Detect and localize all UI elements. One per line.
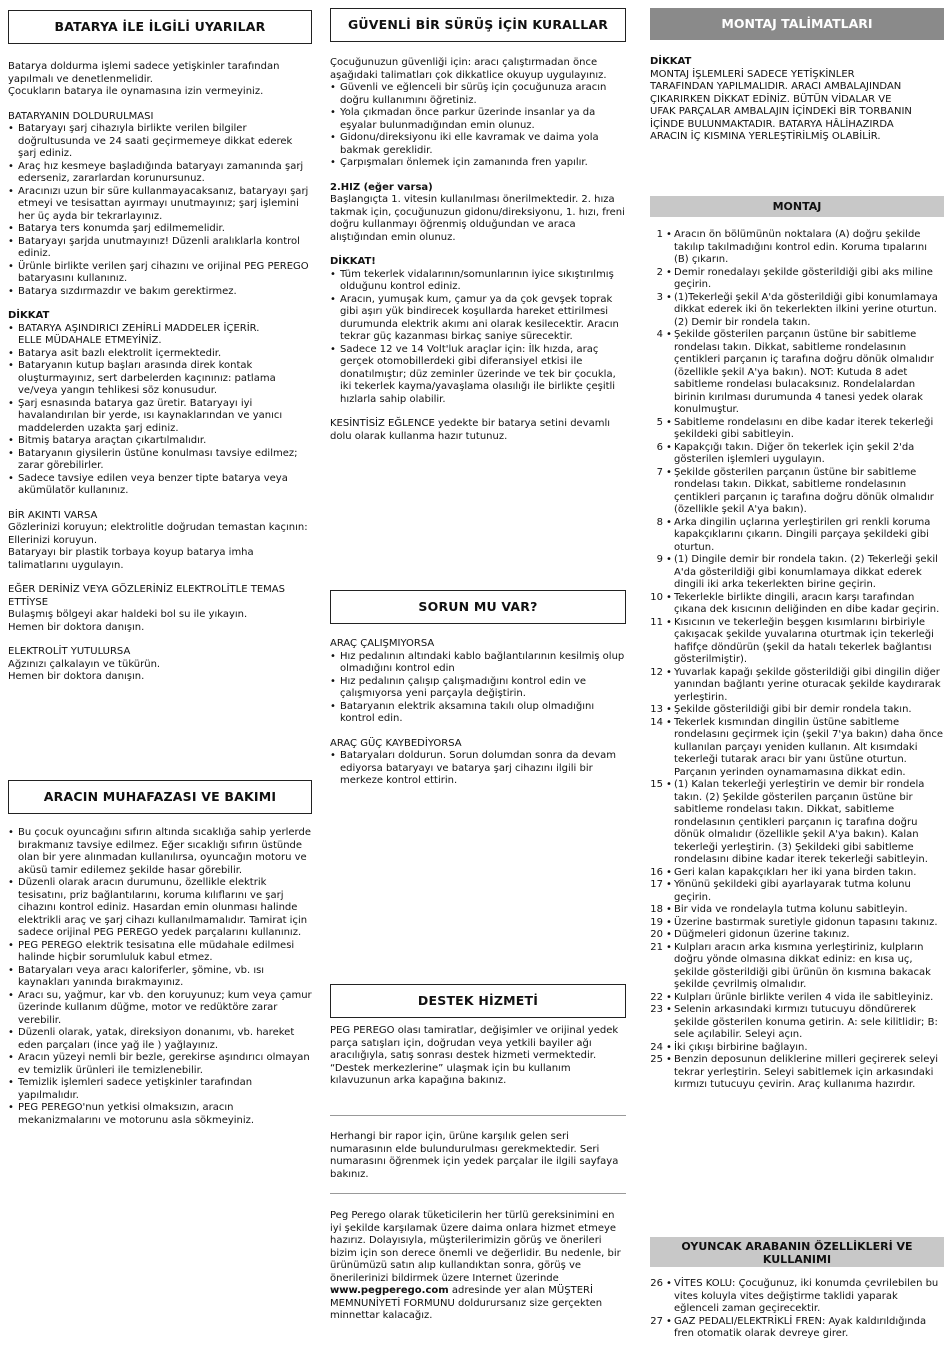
- battery-title: BATARYA İLE İLGİLİ UYARILAR: [8, 10, 312, 44]
- step-number: 15: [650, 779, 663, 790]
- list-item: • PEG PEREGO elektrik tesisatına elle müdahale edilmesi halinde hiçbir sorumluluk kabul etmez.: [8, 940, 312, 965]
- list-item: [650, 929, 944, 942]
- step-number: 12: [650, 666, 663, 678]
- list-item: • Bataryanın kutup başları arasında direk kontak oluşturmayınız, sert darbelerden kaçınınız: patlama ve/veya yangın tehlikesi söz konusudur.: [8, 360, 312, 398]
- bullet-icon: •: [666, 929, 672, 940]
- bullet-icon: •: [666, 866, 672, 878]
- assembly-warning-heading: DİKKAT: [650, 56, 692, 67]
- step-number: 5: [656, 416, 663, 428]
- step-text: Tekerlek kısmından dingilin üstüne sabitleme rondelasını geçirmek için (şekil 7'ya bakın) daha önce kullanılan parçayı yeniden kullanın. Alt kısımdaki tekerleği tutarak aracı bir yanı üstüne oturtun. Parçanın yerinden oynamamasına dikkat edin.: [674, 716, 943, 778]
- step-text: İki çıkışı birbirine bağlayın.: [674, 1041, 808, 1053]
- list-item: [650, 417, 944, 442]
- bullet-icon: •: [666, 516, 672, 528]
- bullet-icon: •: [666, 554, 672, 565]
- warning-text: ELLE MÜDAHALE ETMEYİNİZ.: [18, 335, 162, 346]
- charging-list: [8, 123, 312, 298]
- step-number: 4: [656, 329, 663, 340]
- assembly-warning: [650, 56, 944, 144]
- step-text: Şekilde gösterilen parçanın üstüne bir sabitleme rondelası takın. Dikkat, sabitleme rondelasının çentikleri parçanın iç tarafına doğru dönük olmalıdır (özellikle şekil A'ya bakın).: [674, 466, 934, 515]
- eye-heading: EĞER DERİNİZ VEYA GÖZLERİNİZ ELEKTROLİTLE TEMAS ETTİYSE: [8, 584, 285, 608]
- step-number: 17: [650, 879, 663, 890]
- driving-warning-list: [330, 269, 626, 407]
- warning-text: BATARYA AŞINDIRICI ZEHİRLİ MADDELER İÇERİR.: [18, 322, 260, 334]
- support-serial: [330, 1131, 626, 1181]
- trouble-title: SORUN MU VAR?: [330, 590, 626, 624]
- bullet-icon: •: [666, 229, 672, 240]
- step-number: 10: [650, 591, 663, 603]
- step-text: Yuvarlak kapağı şekilde gösterildiği gibi dingilin diğer yanından bağlantı yerine oturacak şekilde kaydırarak yerleştirin.: [674, 666, 941, 703]
- features-section: [650, 1278, 944, 1341]
- bullet-icon: •: [666, 779, 672, 790]
- bullet-icon: •: [666, 904, 672, 915]
- list-item: [650, 229, 944, 267]
- step-number: 23: [650, 1004, 663, 1015]
- bullet-icon: •: [666, 1041, 672, 1053]
- list-item: [650, 329, 944, 417]
- list-item: [650, 1004, 944, 1042]
- list-item: • Batarya sızdırmazdır ve bakım gerektirmez.: [8, 286, 312, 299]
- step-text: VİTES KOLU: Çocuğunuz, iki konumda çevrilebilen bu vites koluyla vites değiştirme taklidi yaparak eğlenceli zaman geçirecektir.: [674, 1278, 939, 1314]
- list-item: [650, 517, 944, 555]
- step-number: 9: [656, 554, 663, 565]
- list-item: [650, 267, 944, 292]
- list-item: • Çarpışmaları önlemek için zamanında fren yapılır.: [330, 157, 626, 170]
- bullet-icon: •: [666, 1004, 672, 1015]
- bullet-icon: •: [666, 666, 672, 678]
- step-number: 2: [656, 266, 663, 278]
- list-item: [650, 467, 944, 517]
- bullet-icon: •: [666, 1054, 672, 1065]
- step-number: 14: [650, 716, 663, 728]
- list-item: [650, 292, 944, 330]
- bullet-icon: •: [666, 991, 672, 1003]
- step-text: Arka dingilin uçlarına yerleştirilen gri renkli koruma kapakçıklarını çıkarın. Dingili parçaya şekildeki gibi oturtun.: [674, 516, 931, 553]
- list-item: • Ürünle birlikte verilen şarj cihazını ve orijinal PEG PEREGO bataryasını kullanınız.: [8, 261, 312, 286]
- assembly-steps: [650, 229, 944, 1092]
- divider: [330, 1193, 626, 1194]
- step-number: 26: [650, 1278, 663, 1289]
- step-text: Düğmeleri gidonun üzerine takınız.: [674, 929, 850, 940]
- steps-list: [650, 229, 944, 1092]
- charging-heading: BATARYANIN DOLDURULMASI: [8, 110, 154, 122]
- battery-intro-2: Çocukların batarya ile oynamasına izin vermeyiniz.: [8, 86, 264, 97]
- list-item: • Düzenli olarak aracın durumunu, özellikle elektrik tesisatını, priz bağlantılarını, koruma kılıflarını ve şarj cihazını kontrol ediniz. Hasardan emin olunması halinde elektrikli araç ve şarj cihazı kullanılmamalıdır. Tamirat için sadece orijinal PEG PEREGO yedek parçalarını kullanınız.: [8, 877, 312, 940]
- list-item: • Aracınızı uzun bir süre kullanmayacaksanız, bataryayı şarj etmeyi ve tesisattan ayırmayı unutmayınız; şarj işlemini her üç ayda bir tekrarlayınız.: [8, 186, 312, 224]
- list-item: • Bataryaları doldurun. Sorun dolumdan sonra da devam ediyorsa bataryayı ve batarya şarj cihazını ilgili bir merkeze kontrol ettirin.: [330, 750, 626, 788]
- list-item: • Hız pedalının çalışıp çalışmadığını kontrol edin ve çalışmıyorsa yeni parçayla değiştirin.: [330, 676, 626, 701]
- step-text: (1) Kalan tekerleği yerleştirin ve demir bir rondela takın. (2) Şekilde gösterilen parçanın üstüne bir sabitleme rondelası takın. Dikkat, sabitleme rondelasının çentikleri parçanın iç tarafına doğru dönük olmalıdır (özellikle şekil A'ya bakın). Kalan tekerleği yerleştirin. (3) Şekildeki gibi sabitleme rondelasını dibine kadar iterek tekerleği sabitleyin.: [674, 779, 928, 865]
- list-item: [650, 717, 944, 780]
- list-item: [650, 992, 944, 1005]
- website-link[interactable]: www.pegperego.com: [330, 1285, 449, 1296]
- montaj-subtitle: MONTAJ: [650, 196, 944, 217]
- list-item: • Bataryanın elektrik aksamına takılı olup olmadığını kontrol edin.: [330, 701, 626, 726]
- bullet-icon: •: [666, 1278, 672, 1289]
- bullet-icon: •: [666, 879, 672, 890]
- step-number: 1: [656, 229, 663, 240]
- step-number: 6: [656, 441, 663, 453]
- step-number: 22: [650, 991, 663, 1003]
- support-feedback: [330, 1210, 626, 1323]
- trouble-heading-1: ARAÇ ÇALIŞMIYORSA: [330, 638, 435, 649]
- bullet-icon: •: [666, 591, 672, 603]
- list-item: • Aracın yüzeyi nemli bir bezle, gerekirse aşındırıcı olmayan ev temizlik ürünleri ile temizlenebilir.: [8, 1052, 312, 1077]
- step-text: Geri kalan kapakçıkları her iki yana birden takın.: [674, 866, 917, 878]
- leak-heading: BİR AKINTI VARSA: [8, 509, 98, 521]
- bullet-icon: •: [666, 329, 672, 340]
- list-item: • Güvenli ve eğlenceli bir sürüş için çocuğunuza aracın doğru kullanımını öğretiniz.: [330, 82, 626, 107]
- step-number: 11: [650, 616, 663, 628]
- support-text-1: PEG PEREGO olası tamiratlar, değişimler ve orijinal yedek parça satışları için, doğrudan veya yetkili bayiler ağı aracılığıyla, satış sonrası destek hizmeti vermektedir.: [330, 1025, 619, 1061]
- assembly-title: MONTAJ TALİMATLARI: [650, 8, 944, 40]
- step-text: (1)Tekerleği şekil A'da gösterildiği gibi konumlamaya dikkat ederek iki ön tekerlekten ilkini yerine oturtun. (2) Demir bir rondela takın.: [674, 291, 938, 328]
- step-text: Kapakçığı takın. Diğer ön tekerlek için şekil 2'da gösterilen işlemleri uygulayın.: [674, 441, 915, 465]
- step-text: Şekilde gösterildiği gibi bir demir rondela takın.: [674, 704, 912, 715]
- list-item: • Gidonu/direksiyonu iki elle kavramak ve daima yola bakmak gereklidir.: [330, 132, 626, 157]
- support-section: [330, 1025, 626, 1088]
- support-title: DESTEK HİZMETİ: [330, 984, 626, 1018]
- list-item: [650, 904, 944, 917]
- support-text-4a: Peg Perego olarak tüketicilerin her türlü gereksinimini en iyi şekilde karşılamak üzere daima onlara hizmet etmeye hazırız. Dolayısıyla, müşterilerimizin görüş ve önerileri bizim için son derece önemli ve değerlidir. Bu nedenle, bir ürünümüzü satın alıp kullandıktan sonra, görüş ve önerilerinizi bildirmek üzere Internet üzerinde: [330, 1210, 621, 1284]
- step-text: Şekilde gösterilen parçanın üstüne bir sabitleme rondelası takın. Dikkat, sabitleme rondelasının çentikleri parçanın iç tarafına doğru dönük olmalıdır (özellikle şekil A'ya bakın). NOT: Kutuda 8 adet sabitleme rondelası bulacaksınız. Rondelalardan birinin kırılması durumunda 4 tanesi yedek olarak konulmuştur.: [674, 329, 934, 415]
- bullet-icon: •: [666, 291, 672, 303]
- list-item: [650, 779, 944, 867]
- step-number: 13: [650, 704, 663, 715]
- step-number: 18: [650, 904, 663, 915]
- step-text: Kulpları ürünle birlikte verilen 4 vida ile sabitleyiniz.: [674, 991, 934, 1003]
- list-item: [650, 1042, 944, 1055]
- care-list: [8, 827, 312, 1127]
- list-item: • Temizlik işlemleri sadece yetişkinler tarafından yapılmalıdır.: [8, 1077, 312, 1102]
- leak-text: Bataryayı bir plastik torbaya koyup batarya imha talimatlarını uygulayın.: [8, 547, 254, 571]
- swallow-text: Ağzınızı çalkalayın ve tükürün.: [8, 658, 161, 670]
- speed-text: Başlangıçta 1. vitesin kullanılması önerilmektedir. 2. hıza takmak için, çocuğunuzun gidonu/direksiyonu, 1. hızı, freni doğru kullanmayı öğrenmiş olduğundan ve araca alıştığından emin olunuz.: [330, 194, 625, 243]
- eye-text: Hemen bir doktora danışın.: [8, 621, 145, 633]
- list-item: [650, 879, 944, 904]
- list-item: [650, 917, 944, 930]
- list-item: • Sadece 12 ve 14 Volt'luk araçlar için: İlk hızda, araç gerçek otomobillerdeki gibi diferansiyel etkisi ile donatılmıştır; düz zeminler üzerinde ve tek bir çocukla, iki tekerlek kayma/yavaşlama olasılığı ile birlikte çeşitli hızlarla sahip olabilir.: [330, 344, 626, 407]
- list-item: • PEG PEREGO'nun yetkisi olmaksızın, aracın mekanizmalarını ve motorunu asla sökmeyiniz.: [8, 1102, 312, 1127]
- trouble-heading-2: ARAÇ GÜÇ KAYBEDİYORSA: [330, 737, 462, 749]
- list-item: [650, 1316, 944, 1341]
- step-text: Bir vida ve rondelayla tutma kolunu sabitleyin.: [674, 904, 908, 915]
- bullet-icon: •: [666, 416, 672, 428]
- bullet-icon: •: [666, 441, 672, 453]
- list-item: • Bataryanın giysilerin üstüne konulması tavsiye edilmez; zarar görebilirler.: [8, 448, 312, 473]
- list-item: • Bataryayı şarjda unutmayınız! Düzenli aralıklarla kontrol ediniz.: [8, 236, 312, 261]
- step-number: 20: [650, 929, 663, 940]
- battery-warning-list: [8, 323, 312, 498]
- driving-intro: Çocuğunuzun güvenliği için: aracı çalıştırmadan önce aşağıdaki talimatları çok dikkatlice okuyup uygulayınız.: [330, 57, 607, 81]
- trouble-section: [330, 638, 626, 788]
- step-text: GAZ PEDALI/ELEKTRİKLİ FREN: Ayak kaldırıldığında fren otomatik olarak devreye girer.: [674, 1315, 927, 1339]
- step-number: 3: [656, 291, 663, 303]
- list-item: [650, 617, 944, 667]
- features-list: [650, 1278, 944, 1341]
- driving-warning-heading: DİKKAT!: [330, 256, 376, 267]
- care-section: [8, 827, 312, 1127]
- battery-section: [8, 61, 312, 684]
- list-item: • Yola çıkmadan önce parkur üzerinde insanlar ya da eşyalar bulunmadığından emin olunuz.: [330, 107, 626, 132]
- list-item: [650, 942, 944, 992]
- battery-warning-heading: DİKKAT: [8, 310, 50, 321]
- assembly-warning-text: MONTAJ İŞLEMLERİ SADECE YETİŞKİNLER TARAFINDAN YAPILMALIDIR. ARACI AMBALAJINDAN ÇIKARIRKEN DİKKAT EDİNİZ. BÜTÜN VİDALAR VE UFAK PARÇALAR AMBALAJIN İÇİNDEKİ BİR TORBANIN İÇİNDE BULUNMAKTADIR. BATARYA HÂLİHAZIRDA ARACIN İÇ KISMINA YERLEŞTİRİLMİŞ OLABİLİR.: [650, 68, 912, 142]
- bullet-icon: •: [666, 266, 672, 278]
- step-number: 16: [650, 866, 663, 878]
- step-number: 21: [650, 941, 663, 953]
- swallow-heading: ELEKTROLİT YUTULURSA: [8, 646, 131, 657]
- step-text: Demir ronedalayı şekilde gösterildiği gibi aks miline geçirin.: [674, 266, 933, 290]
- leak-text: Gözlerinizi koruyun; elektrolitle doğrudan temastan kaçının: Ellerinizi koruyun.: [8, 522, 308, 546]
- features-title: OYUNCAK ARABANIN ÖZELLİKLERİ VE KULLANIMI: [650, 1237, 944, 1267]
- list-item: [650, 554, 944, 592]
- list-item: [650, 592, 944, 617]
- driving-list: [330, 82, 626, 170]
- trouble-list-2: [330, 750, 626, 788]
- bullet-icon: •: [666, 1315, 672, 1327]
- support-text-2: “Destek merkezlerine” ulaşmak için bu kullanım kılavuzunun arka kapağına bakınız.: [330, 1062, 571, 1086]
- step-number: 7: [656, 466, 663, 478]
- step-text: (1) Dingile demir bir rondela takın. (2) Tekerleği şekil A'da gösterildiği gibi konumlamaya dikkat ederek dingili iki arka tekerlekten birine geçirin.: [674, 554, 938, 590]
- driving-title: GÜVENLİ BİR SÜRÜŞ İÇİN KURALLAR: [330, 8, 626, 42]
- list-item: [650, 1054, 944, 1092]
- list-item: • Araç hız kesmeye başladığında bataryayı zamanında şarj ederseniz, zararlardan korunursunuz.: [8, 161, 312, 186]
- list-item: [650, 667, 944, 705]
- list-item: • Bitmiş batarya araçtan çıkartılmalıdır.: [8, 435, 312, 448]
- list-item: [650, 1278, 944, 1316]
- fun-text: KESİNTİSİZ EĞLENCE yedekte bir batarya setini devamlı dolu olarak kullanma hazır tutunuz.: [330, 418, 611, 442]
- list-item: [650, 442, 944, 467]
- list-item: • Tüm tekerlek vidalarının/somunlarının iyice sıkıştırılmış olduğunu kontrol ediniz.: [330, 269, 626, 294]
- list-item: • Batarya asit bazlı elektrolit içermektedir.: [8, 348, 312, 361]
- list-item: • Aracı su, yağmur, kar vb. den koruyunuz; kum veya çamur üzerinde kullanım düğme, motor ve redüktöre zarar verebilir.: [8, 990, 312, 1028]
- list-item: • Hız pedalının altındaki kablo bağlantılarının kesilmiş olup olmadığını kontrol edin: [330, 651, 626, 676]
- list-item: • Aracın, yumuşak kum, çamur ya da çok gevşek toprak gibi aşırı yük bindirecek koşullarda hareket ettirilmesi durumunda elektrik akımı ani olarak kesilecektir. Aracın tekrar güç kazanması birkaç saniye sürecektir.: [330, 294, 626, 344]
- step-text: Yönünü şekildeki gibi ayarlayarak tutma kolunu geçirin.: [674, 879, 911, 903]
- driving-section: [330, 57, 626, 443]
- step-number: 24: [650, 1041, 663, 1053]
- divider: [330, 1115, 626, 1116]
- list-item: [650, 867, 944, 880]
- support-text-3: Herhangi bir rapor için, ürüne karşılık gelen seri numarasının elde bulundurulması gerekmektedir. Seri numarasını öğrenmek için yedek parçalar ile ilgili sayfaya bakınız.: [330, 1131, 619, 1180]
- step-text: Kısıcının ve tekerleğin beşgen kısımlarını birbiriyle çakışacak şekilde yuvalarına oturtmak için tekerleği hafifçe döndürün (şekil da hatalı tekerlek bağlantısı gösterilmiştir).: [674, 616, 934, 665]
- care-title: ARACIN MUHAFAZASI VE BAKIMI: [8, 780, 312, 814]
- battery-intro-1: Batarya doldurma işlemi sadece yetişkinler tarafından yapılmalı ve denetlenmelidir.: [8, 61, 280, 85]
- list-item: [650, 704, 944, 717]
- step-number: 25: [650, 1054, 663, 1065]
- list-item: • Batarya ters konumda şarj edilmemelidir.: [8, 223, 312, 236]
- speed-heading: 2.HIZ (eğer varsa): [330, 181, 433, 193]
- bullet-icon: •: [666, 466, 672, 478]
- trouble-list-1: [330, 651, 626, 726]
- step-number: 8: [656, 516, 663, 528]
- step-text: Sabitleme rondelasını en dibe kadar iterek tekerleği şekildeki gibi sabitleyin.: [674, 416, 934, 440]
- step-text: Kulpları aracın arka kısmına yerleştiriniz, kulpların doğru yönde olmasına dikkat ediniz: en kısa uç, şekilde gösterildiği gibi ürünün ön kısmına bakacak şekilde çevrilmiş olmalıdır.: [674, 941, 931, 990]
- list-item: • Şarj esnasında batarya gaz üretir. Bataryayı iyi havalandırılan bir yerde, ısı kaynaklarından ve yanıcı maddelerden uzakta şarj ediniz.: [8, 398, 312, 436]
- list-item: • Düzenli olarak, yatak, direksiyon donanımı, vb. hareket eden parçaları (ince yağ ile ) yağlayınız.: [8, 1027, 312, 1052]
- list-item: • Bataryayı şarj cihazıyla birlikte verilen bilgiler doğrultusunda ve 24 saati geçirmemeye dikkat ederek şarj ediniz.: [8, 123, 312, 161]
- list-item: [8, 323, 312, 348]
- step-number: 19: [650, 916, 663, 928]
- step-text: Selenin arkasındaki kırmızı tutucuyu döndürerek şekilde gösterilen konuma getirin. A: sele kilitlidir; B: sele açılabilir. Seleyi açın.: [674, 1004, 938, 1040]
- step-text: Benzin deposunun deliklerine milleri geçirerek seleyi tekrar yerleştirin. Seleyi sabitlemek için arkasındaki kırmızı tutucuyu çevirin. Araç kullanıma hazırdır.: [674, 1054, 939, 1090]
- list-item: • Bu çocuk oyuncağını sıfırın altında sıcaklığa sahip yerlerde bırakmanız tavsiye edilmez. Eğer sıcaklığı sıfırın üstünde olan bir yere alınmadan kullanılırsa, oyuncağın motoru ve aküsü tamir edilemez şekilde hasar görebilir.: [8, 827, 312, 877]
- bullet-icon: •: [666, 916, 672, 928]
- list-item: • Bataryaları veya aracı kaloriferler, şömine, vb. ısı kaynakları yanında bırakmayınız.: [8, 965, 312, 990]
- step-text: Aracın ön bölümünün noktalara (A) doğru şekilde takılıp takılmadığını kontrol edin. Koruma tıpalarını (B) çıkarın.: [674, 229, 928, 265]
- bullet-icon: •: [666, 716, 672, 728]
- step-number: 27: [650, 1315, 663, 1327]
- list-item: • Sadece tavsiye edilen veya benzer tipte batarya veya akümülatör kullanınız.: [8, 473, 312, 498]
- step-text: Tekerlekle birlikte dingili, aracın karşı tarafından çıkana dek kısıcının deliğinden en dibe kadar geçirin.: [674, 591, 940, 615]
- step-text: Üzerine bastırmak suretiyle gidonun tapasını takınız.: [674, 916, 938, 928]
- bullet-icon: •: [666, 616, 672, 628]
- swallow-text: Hemen bir doktora danışın.: [8, 671, 145, 682]
- bullet-icon: •: [666, 704, 672, 715]
- support-text-4b: adresinde yer alan MÜŞTERİ MEMNUNİYETİ FORMUNU doldurursanız size gerçekten minnettar kalacağız.: [330, 1285, 603, 1321]
- eye-text: Bulaşmış bölgeyi akar haldeki bol su ile yıkayın.: [8, 609, 248, 620]
- bullet-icon: •: [666, 941, 672, 953]
- support-text-4: [330, 1210, 626, 1323]
